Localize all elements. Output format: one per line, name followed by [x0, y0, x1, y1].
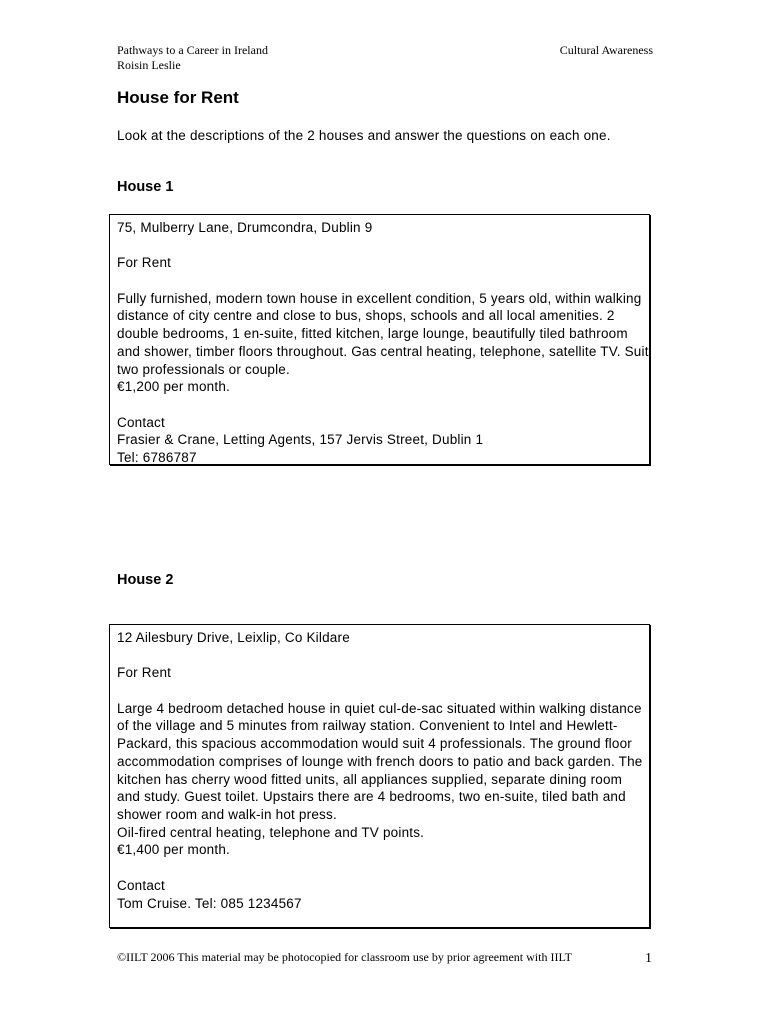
page-header-left: [117, 43, 268, 73]
page-title: House for Rent: [117, 88, 239, 107]
instructions-text: Look at the descriptions of the 2 houses and answer the questions on each one.: [117, 128, 611, 143]
page-number: 1: [645, 951, 652, 966]
house-2-features: Oil-fired central heating, telephone and TV points.: [117, 824, 425, 840]
house-1-address: 75, Mulberry Lane, Drumcondra, Dublin 9: [117, 220, 373, 235]
header-course-title: Pathways to a Career in Ireland: [117, 43, 268, 57]
house-1-contact-label: Contact: [117, 414, 165, 430]
house-1-status: For Rent: [117, 255, 172, 271]
copyright-footer: ©IILT 2006 This material may be photocopied for classroom use by prior agreement with IILT: [117, 950, 573, 964]
house-2-listing-box: [109, 624, 650, 928]
header-author: Roisin Leslie: [117, 58, 181, 72]
house-2-description: Large 4 bedroom detached house in quiet cul-de-sac situated within walking distance of the village and 5 minutes from railway station. Convenient to Intel and Hewlett-Packard, this spacious accommodation would suit 4 professionals. The ground floor accommodation comprises of lounge with french doors to patio and back garden. The kitchen has cherry wood fitted units, all appliances supplied, separate dining room and study. Guest toilet. Upstairs there are 4 bedrooms, two en-suite, tiled bath and shower room and walk-in hot press.: [117, 700, 643, 822]
house-1-description: Fully furnished, modern town house in excellent condition, 5 years old, within walking distance of city centre and close to bus, shops, schools and all local amenities. 2 double bedrooms, 1 en-suite, fitted kitchen, large lounge, beautifully tiled bathroom and shower, timber floors throughout. Gas central heating, telephone, satellite TV. Suit two professionals or couple.: [117, 290, 649, 377]
house-1-heading: House 1: [117, 179, 174, 195]
house-1-contact-phone: Tel: 6786787: [117, 450, 197, 466]
house-2-contact-label: Contact: [117, 877, 165, 893]
house-2-address: 12 Ailesbury Drive, Leixlip, Co Kildare: [117, 630, 350, 645]
house-1-price: €1,200 per month.: [117, 379, 230, 395]
house-1-listing-box: [109, 214, 650, 465]
house-2-heading: House 2: [117, 572, 174, 588]
house-2-status: For Rent: [117, 665, 172, 681]
house-1-contact-agent: Frasier & Crane, Letting Agents, 157 Jervis Street, Dublin 1: [117, 432, 484, 448]
house-2-contact-details: Tom Cruise. Tel: 085 1234567: [117, 895, 302, 911]
house-2-price: €1,400 per month.: [117, 842, 230, 858]
header-section-title: Cultural Awareness: [559, 43, 653, 57]
